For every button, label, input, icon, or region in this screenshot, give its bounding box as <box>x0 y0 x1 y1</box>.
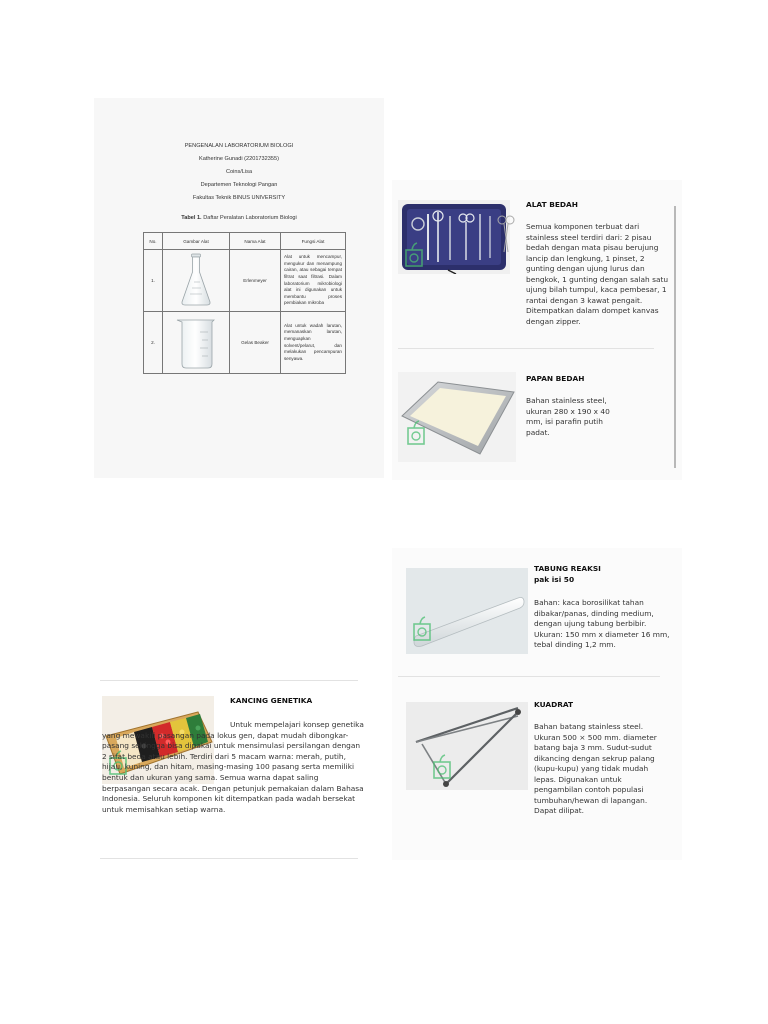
catalog-card-tube-quadrat <box>392 548 682 860</box>
catalog-description: Bahan stainless steel, ukuran 280 x 190 x 40 mm, isi parafin putih padat. <box>526 396 610 437</box>
divider <box>100 858 358 859</box>
table-row <box>144 312 346 374</box>
tabung-reaksi-photo <box>406 568 528 654</box>
divider <box>398 676 660 677</box>
table-caption <box>94 215 384 221</box>
catalog-description: Untuk mempelajari konsep genetika yang mewakili pasangan pada lokus gen, dapat mudah dibongkar-pasang sehingga bisa dipakai untuk mensimulasi persilangan dengan 2 sifat beda atau lebih. Terdiri dari 5 macam warna: merah, putih, hijau, kuning, dan hitam, masing-masing 100 pasang serta memiliki bentuk dan ukuran yang sama. Semua warna dapat saling berpasangan secara acak. Dengan petunjuk pemakaian dalam Bahasa Indonesia. Seluruh komponen kit ditempatkan pada wadah bersekat untuk memisahkan setiap warna. <box>102 720 364 814</box>
divider <box>398 348 654 349</box>
column-header-no: No. <box>144 233 163 250</box>
equipment-image <box>163 250 230 312</box>
catalog-subtitle: pak isi 50 <box>534 575 575 584</box>
table-header-row <box>144 233 346 250</box>
column-header-nama: Nama Alat <box>230 233 281 250</box>
catalog-card-genetics <box>94 680 368 860</box>
lab-report-page <box>94 98 384 478</box>
report-assistant: Coins/Lisa <box>225 169 253 175</box>
watermark-logo-icon <box>404 242 424 268</box>
column-header-fungsi: Fungsi Alat <box>281 233 346 250</box>
catalog-card-dissection <box>392 180 682 480</box>
catalog-title: KUADRAT <box>534 700 574 709</box>
dissecting-tray-icon <box>398 372 516 462</box>
row-number: 2. <box>144 312 163 374</box>
beaker-icon <box>174 314 218 370</box>
equipment-function: Alat untuk wadah larutan, memanaskan larutan, menguapkan solvent/pelarut, dan melakukan pencampuran senyawa. <box>281 312 346 374</box>
equipment-table <box>143 232 346 374</box>
column-header-gambar: Gambar Alat <box>163 233 230 250</box>
erlenmeyer-flask-icon <box>179 252 213 308</box>
equipment-image <box>163 312 230 374</box>
equipment-function: Alat untuk mencampur, mengukur dan menampung cairan, atau sebagai tempat filtrat saat filtrasi. Dalam laboratorium mikrobiologi alat ini digunakan untuk membantu proses pembiakan mikroba <box>281 250 346 312</box>
divider <box>100 680 358 681</box>
page-edge-shadow <box>674 206 676 468</box>
report-heading <box>94 140 384 205</box>
catalog-description: Bahan: kaca borosilikat tahan dibakar/panas, dinding medium, dengan ujung tabung berbibir. Ukuran: 150 mm x diameter 16 mm, tebal dinding 1,2 mm. <box>534 598 670 649</box>
report-department: Departemen Teknologi Pangan <box>200 182 278 188</box>
table-caption-text: Daftar Peralatan Laboratorium Biologi <box>203 215 297 221</box>
watermark-logo-icon <box>432 754 452 780</box>
table-row <box>144 250 346 312</box>
catalog-title: ALAT BEDAH <box>526 200 578 209</box>
table-caption-label: Tabel 1. <box>181 215 202 221</box>
catalog-title: TABUNG REAKSI <box>534 564 601 573</box>
watermark-logo-icon <box>406 420 426 446</box>
kuadrat-photo <box>406 702 528 790</box>
scissors-drawing-icon <box>496 214 516 254</box>
equipment-name: Erlenmeyer <box>230 250 281 312</box>
quadrat-frame-icon <box>406 702 528 790</box>
catalog-description: Bahan batang stainless steel. Ukuran 500 × 500 mm. diameter batang baja 3 mm. Sudut-sudut dikancing dengan sekrup palang (kupu-kupu) yang tidak mudah lepas. Digunakan untuk pengambilan contoh populasi tumbuhan/hewan di lapangan. Dapat dilipat. <box>534 722 657 815</box>
report-faculty: Fakultas Teknik BINUS UNIVERSITY <box>192 195 286 201</box>
equipment-name: Gelas Beaker <box>230 312 281 374</box>
catalog-title: PAPAN BEDAH <box>526 374 585 383</box>
catalog-description: Semua komponen terbuat dari stainless steel terdiri dari: 2 pisau bedah dengan mata pisau berujung lancip dan lengkung, 1 pinset, 2 gunting dengan ujung lurus dan bengkok, 1 gunting dengan salah satu ujung bilah tumpul, kaca pembesar, 1 rantai dengan 3 kawat pengait. Ditempatkan dalam dompet kanvas dengan zipper. <box>526 222 669 326</box>
report-author: Katherine Gunadi (2201732355) <box>199 156 279 162</box>
catalog-title: KANCING GENETIKA <box>230 696 313 705</box>
papan-bedah-photo <box>398 372 516 462</box>
report-title: PENGENALAN LABORATORIUM BIOLOGI <box>184 143 294 149</box>
row-number: 1. <box>144 250 163 312</box>
watermark-logo-icon <box>412 616 432 642</box>
alat-bedah-photo <box>398 200 510 274</box>
